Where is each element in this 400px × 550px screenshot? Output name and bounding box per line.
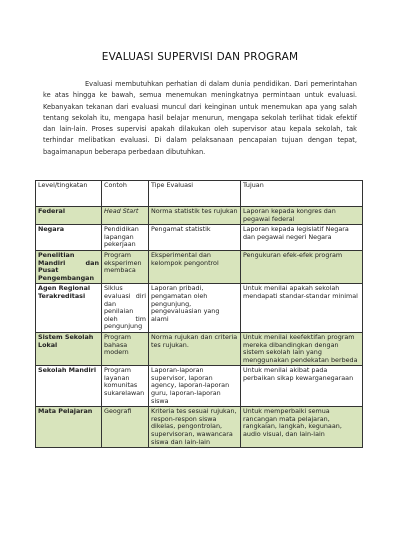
cell-contoh: Siklus evaluasi diri dan penilaian oleh tim pengunjung xyxy=(102,284,149,333)
cell-level: Federal xyxy=(36,207,102,225)
header-contoh: Contoh xyxy=(102,181,149,207)
cell-tipe: Eksperimental dan kelompok pengontrol xyxy=(149,250,241,283)
cell-tipe: Laporan-laporan supervisor, laporan agency, laporan-laporan guru, laporan-laporan siswa xyxy=(149,366,241,407)
table-row xyxy=(36,225,363,251)
cell-tipe: Pengamat statistik xyxy=(149,225,241,251)
table-row xyxy=(36,332,363,365)
cell-contoh: Geografi xyxy=(102,407,149,448)
table-row xyxy=(36,407,363,448)
cell-level: Agen Regional Terakreditasi xyxy=(36,284,102,333)
cell-tujuan: Pengukuran efek-efek program xyxy=(241,250,363,283)
cell-contoh: Pendidikan lapangan pekerjaan xyxy=(102,225,149,251)
cell-tujuan: Untuk menilai apakah sekolah mendapati standar-standar minimal xyxy=(241,284,363,333)
table-row xyxy=(36,207,363,225)
cell-level: Sistem Sekolah Lokal xyxy=(36,332,102,365)
header-tujuan: Tujuan xyxy=(241,181,363,207)
cell-contoh: Program bahasa modern xyxy=(102,332,149,365)
cell-level: Mata Pelajaran xyxy=(36,407,102,448)
cell-tujuan: Untuk menilai keefektifan program mereka dibandingkan dengan sistem sekolah lain yang menggunakan pendekatan berbeda xyxy=(241,332,363,365)
intro-paragraph-text: Evaluasi membutuhkan perhatian di dalam dunia pendidikan. Dari pemerintahan ke atas hingga ke bawah, semua menemukan meningkatnya permintaan untuk evaluasi. Kebanyakan tekanan dari evaluasi muncul dari keinginan untuk menemukan apa yang salah tentang sekolah itu, mengapa hasil belajar menurun, mengapa sekolah terlihat tidak efektif dan lain-lain. Proses supervisi apakah dilakukan oleh supervisor atau kepala sekolah, tak terhindar melibatkan evaluasi. Di dalam pelaksanaan pencapaian tujuan dengan tepat, bagaimanapun beberapa perbedaan dibutuhkan. xyxy=(43,80,357,156)
cell-level: Penelitian Mandiri dan Pusat Pengembangan xyxy=(36,250,102,283)
table-header-row xyxy=(36,181,363,207)
cell-tujuan: Untuk menilai akibat pada perbaikan sikap kewarganegaraan xyxy=(241,366,363,407)
table-row xyxy=(36,250,363,283)
cell-level: Sekolah Mandiri xyxy=(36,366,102,407)
cell-level: Negara xyxy=(36,225,102,251)
cell-tipe: Norma rujukan dan criteria tes rujukan. xyxy=(149,332,241,365)
cell-contoh: Program layanan komunitas sukarelawan xyxy=(102,366,149,407)
evaluation-table xyxy=(35,180,363,448)
table-row xyxy=(36,284,363,333)
document-title: EVALUASI SUPERVISI DAN PROGRAM xyxy=(101,51,299,63)
cell-contoh: Program eksperimen membaca xyxy=(102,250,149,283)
header-level: Level/tingkatan xyxy=(36,181,102,207)
cell-tujuan: Laporan kepada legislatif Negara dan pegawai negeri Negara xyxy=(241,225,363,251)
header-tipe-evaluasi: Tipe Evaluasi xyxy=(149,181,241,207)
cell-contoh: Head Start xyxy=(102,207,149,225)
intro-paragraph xyxy=(43,79,357,158)
cell-tujuan: Untuk memperbaiki semua rancangan mata pelajaran, rangkaian, langkah, kegunaan, audio visual, dan lain-lain xyxy=(241,407,363,448)
cell-tipe: Kriteria tes sesuai rujukan, respon-respon siswa dikelas, pengontrolan, supervisoran, wawancara siswa dan lain-lain xyxy=(149,407,241,448)
table-row xyxy=(36,366,363,407)
cell-tipe: Laporan pribadi, pengamatan oleh pengunjung, pengevaluasian yang alami xyxy=(149,284,241,333)
cell-tipe: Norma statistik tes rujukan xyxy=(149,207,241,225)
cell-tujuan: Laporan kepada kongres dan pegawai federal xyxy=(241,207,363,225)
